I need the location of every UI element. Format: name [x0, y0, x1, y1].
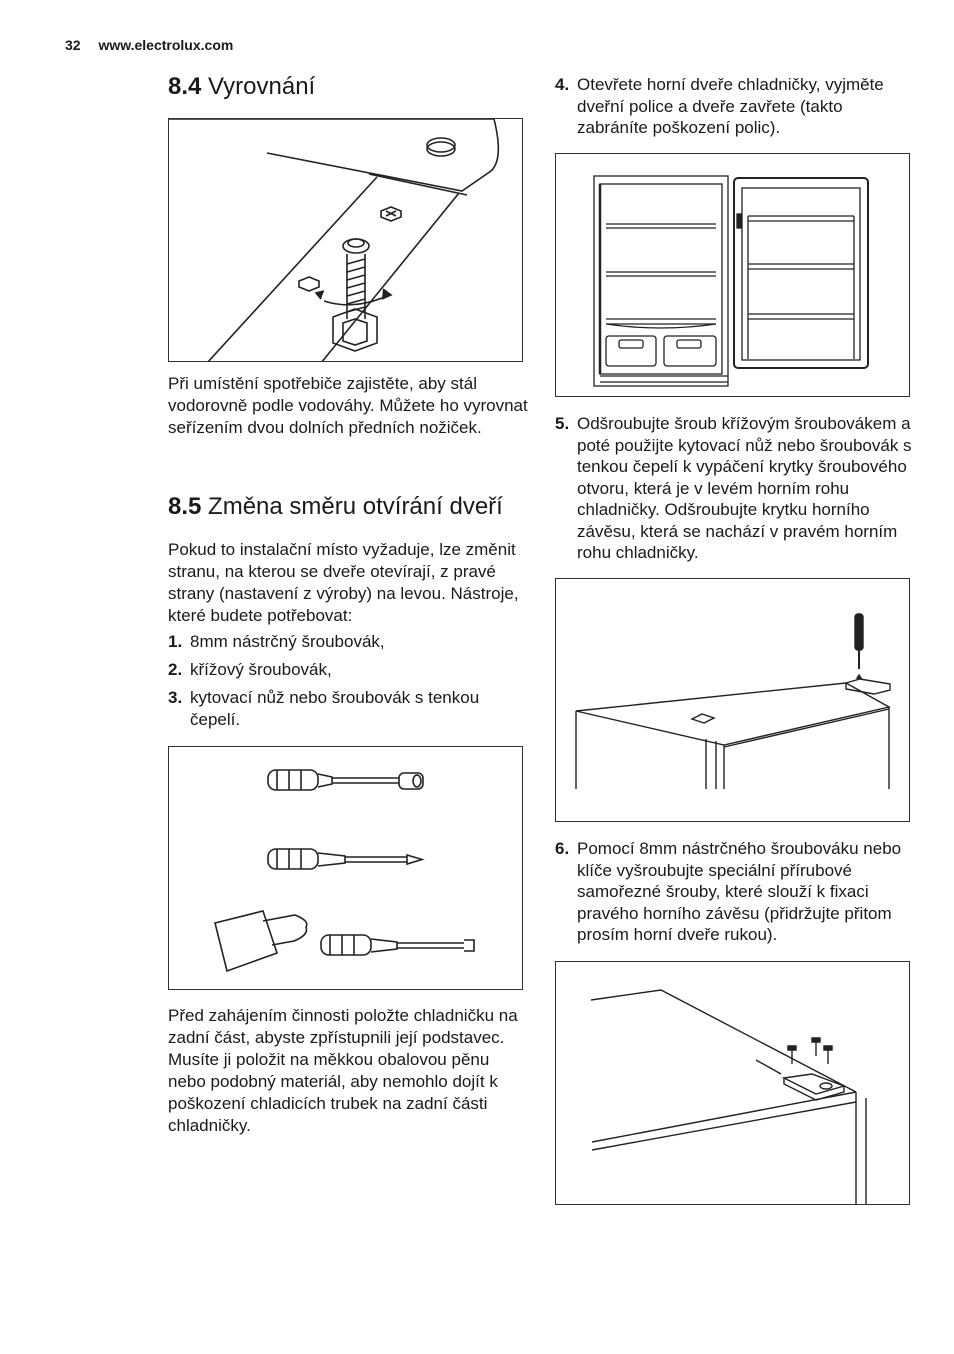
tools-list	[168, 631, 520, 731]
figure-leveling-feet	[168, 118, 523, 362]
site-url: www.electrolux.com	[98, 37, 234, 53]
page-header	[65, 37, 233, 53]
section-8-5-heading: 8.5 Změna směru otvírání dveří	[168, 493, 503, 520]
figure-fridge-open	[555, 153, 910, 397]
section-8-5-after-text: Před zahájením činnosti položte chladničku na zadní část, abyste zpřístupnili její podstavec. Musíte ji položit na měkkou obalovou pěnu nebo podobný materiál, aby nemohlo dojít k poškození chladicích trubek na zadní části chladničky.	[168, 1006, 518, 1135]
list-item: 1. 8mm nástrčný šroubovák,	[168, 632, 385, 651]
page-number: 32	[65, 37, 81, 53]
list-item: 2. křížový šroubovák,	[168, 660, 332, 679]
figure-remove-hinge-screws	[555, 961, 910, 1205]
step-5: 5. Odšroubujte šroub křížovým šroubovákem a poté použijte kytovací nůž nebo šroubovák s tenkou čepelí k vypáčení krytky šroubového otvoru, která je v levém horním rohu chladničky. Odšroubujte krytku horního závěsu, která se nachází v pravém horním rohu chladničky.	[555, 414, 912, 562]
figure-remove-caps	[555, 578, 910, 822]
list-item: 3. kytovací nůž nebo šroubovák s tenkou čepelí.	[168, 688, 480, 729]
section-8-4-text: Při umístění spotřebiče zajistěte, aby stál vodorovně podle vodováhy. Můžete ho vyrovnat seřízením dvou dolních předních nožiček.	[168, 374, 528, 437]
figure-tools	[168, 746, 523, 990]
section-8-5-intro: Pokud to instalační místo vyžaduje, lze změnit stranu, na kterou se dveře otevírají, z pravé strany (nastavení z výroby) na levou. Nástroje, které budete potřebovat:	[168, 540, 519, 625]
section-8-4-heading: 8.4 Vyrovnání	[168, 73, 316, 100]
step-6: 6. Pomocí 8mm nástrčného šroubováku nebo klíče vyšroubujte speciální přírubové samořezné šrouby, které slouží k fixaci pravého horního závěsu (přidržujte přitom prosím horní dveře rukou).	[555, 839, 902, 944]
step-4: 4. Otevřete horní dveře chladničky, vyjměte dveřní police a dveře zavřete (takto zabráníte poškození polic).	[555, 75, 884, 137]
